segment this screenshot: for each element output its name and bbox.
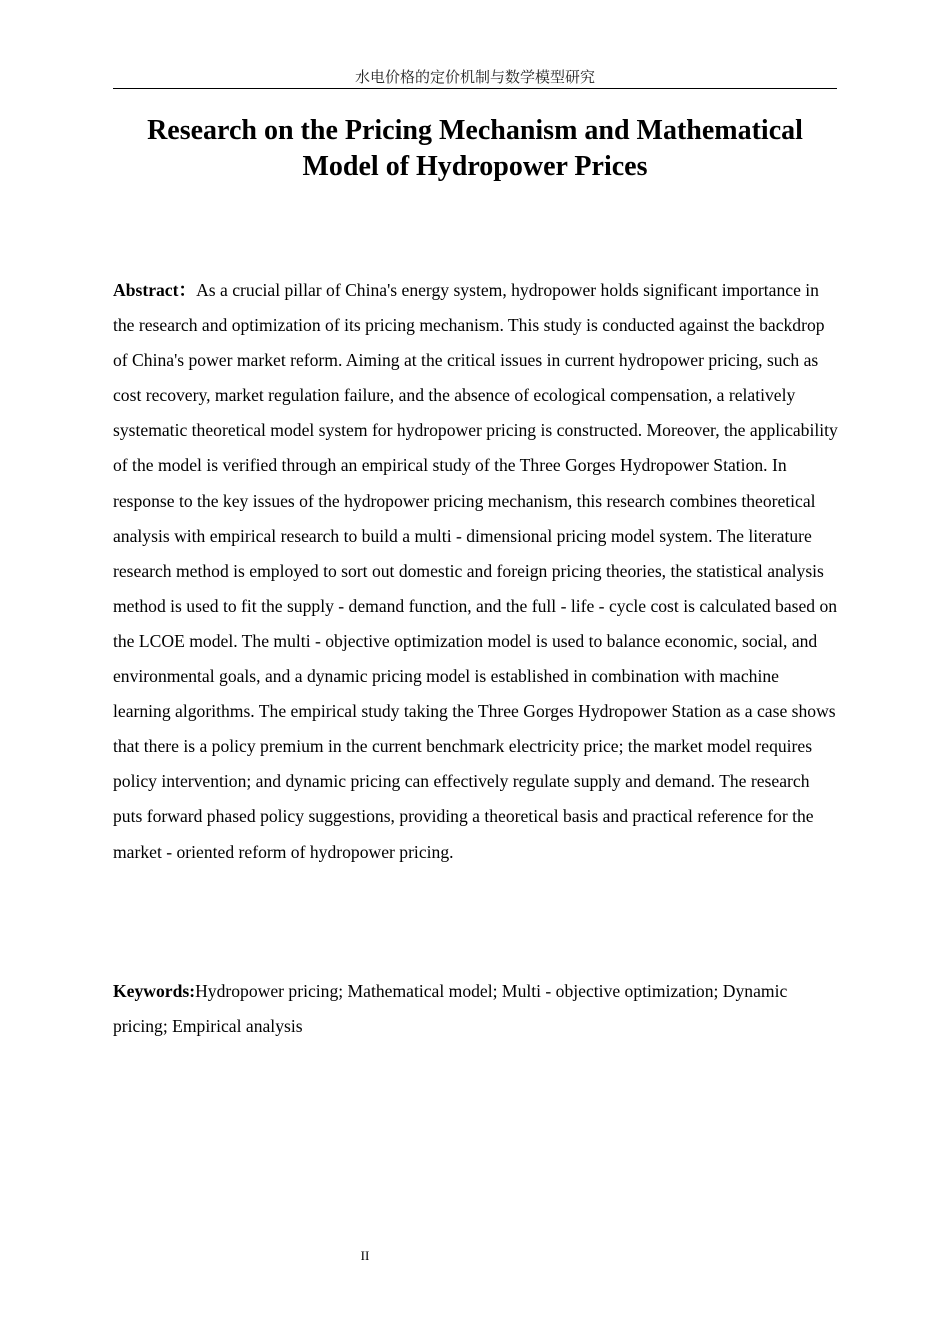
running-header-title: 水电价格的定价机制与数学模型研究 [354, 68, 595, 86]
page-number: II [360, 1248, 370, 1263]
abstract-text: As a crucial pillar of China's energy system, hydropower holds significant importance in the research and optimization of its pricing mechanism. This study is conducted against the backdrop of China's power market reform. Aiming at the critical issues in current hydropower pricing, such as cost recovery, market regulation failure, and the absence of ecological compensation, a relatively systematic theoretical model system for hydropower pricing is constructed. Moreover, the applicability of the model is verified through an empirical study of the Three Gorges Hydropower Station. In response to the key issues of the hydropower pricing mechanism, this research combines theoretical analysis with empirical research to build a multi - dimensional pricing model system. The literature research method is employed to sort out domestic and foreign pricing theories, the statistical analysis method is used to fit the supply - demand function, and the full - life - cycle cost is calculated based on the LCOE model. The multi - objective optimization model is used to balance economic, social, and environmental goals, and a dynamic pricing model is established in combination with machine learning algorithms. The empirical study taking the Three Gorges Hydropower Station as a case shows that there is a policy premium in the current benchmark electricity price; the market model requires policy intervention; and dynamic pricing can effectively regulate supply and demand. The research puts forward phased policy suggestions, providing a theoretical basis and practical reference for the market - oriented reform of hydropower pricing. [113, 280, 838, 862]
keywords-text: Hydropower pricing; Mathematical model; Multi - objective optimization; Dynamic pricing; Empirical analysis [113, 981, 788, 1037]
abstract-paragraph [113, 273, 839, 870]
running-header [113, 66, 837, 89]
keywords-label: Keywords: [113, 981, 196, 1001]
keywords-paragraph [113, 974, 839, 1044]
paper-title: Research on the Pricing Mechanism and Mathematical Model of Hydropower Prices [147, 115, 803, 182]
abstract-label: Abstract： [113, 280, 197, 300]
